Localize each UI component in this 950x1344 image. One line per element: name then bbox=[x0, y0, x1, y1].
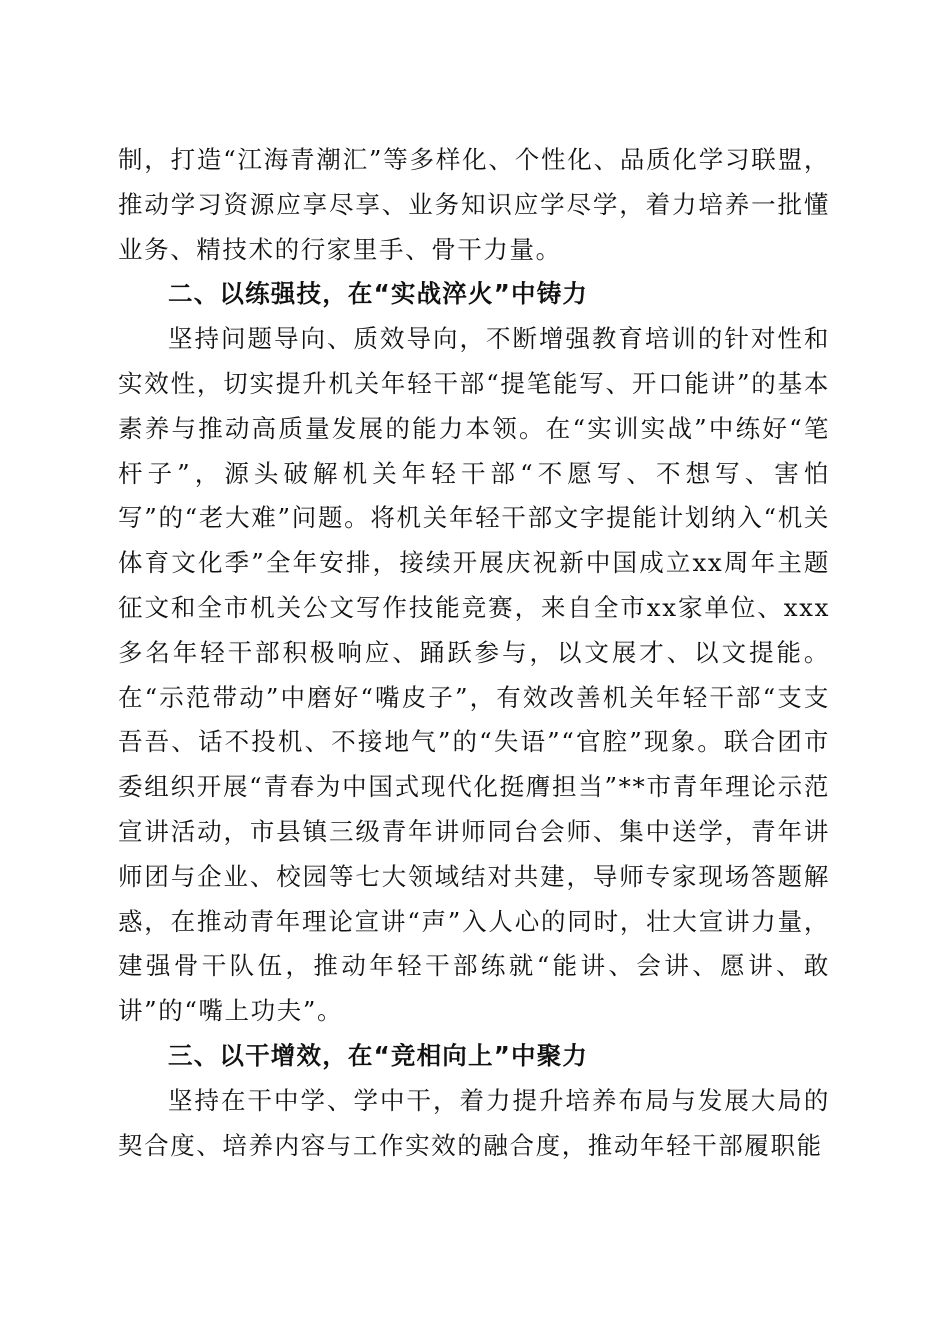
paragraph-continuation: 制，打造“江海青潮汇”等多样化、个性化、品质化学习联盟，推动学习资源应享尽享、业务知识应学尽学，着力培养一批懂业务、精技术的行家里手、骨干力量。 bbox=[118, 145, 830, 264]
paragraph-section-2: 坚持问题导向、质效导向，不断增强教育培训的针对性和实效性，切实提升机关年轻干部“提笔能写、开口能讲”的基本素养与推动高质量发展的能力本领。在“实训实战”中练好“笔杆子”，源头破解机关年轻干部“不愿写、不想写、害怕写”的“老大难”问题。将机关年轻干部文字提能计划纳入“机关体育文化季”全年安排，接续开展庆祝新中国成立xx周年主题征文和全市机关公文写作技能竞赛，来自全市xx家单位、xxx多名年轻干部积极响应、踊跃参与，以文展才、以文提能。在“示范带动”中磨好“嘴皮子”，有效改善机关年轻干部“支支吾吾、话不投机、不接地气”的“失语”“官腔”现象。联合团市委组织开展“青春为中国式现代化挺膺担当”**市青年理论示范宣讲活动，市县镇三级青年讲师同台会师、集中送学，青年讲师团与企业、校园等七大领域结对共建，导师专家现场答题解惑，在推动青年理论宣讲“声”入人心的同时，壮大宣讲力量，建强骨干队伍，推动年轻干部练就“能讲、会讲、愿讲、敢讲”的“嘴上功夫”。 bbox=[118, 324, 830, 1026]
document-body bbox=[118, 138, 830, 1168]
section-heading-2: 二、以练强技，在“实战淬火”中铸力 bbox=[168, 279, 589, 309]
section-heading-3: 三、以干增效，在“竞相向上”中聚力 bbox=[168, 1040, 589, 1070]
paragraph-section-3: 坚持在干中学、学中干，着力提升培养布局与发展大局的契合度、培养内容与工作实效的融合度，推动年轻干部履职能 bbox=[118, 1085, 830, 1160]
